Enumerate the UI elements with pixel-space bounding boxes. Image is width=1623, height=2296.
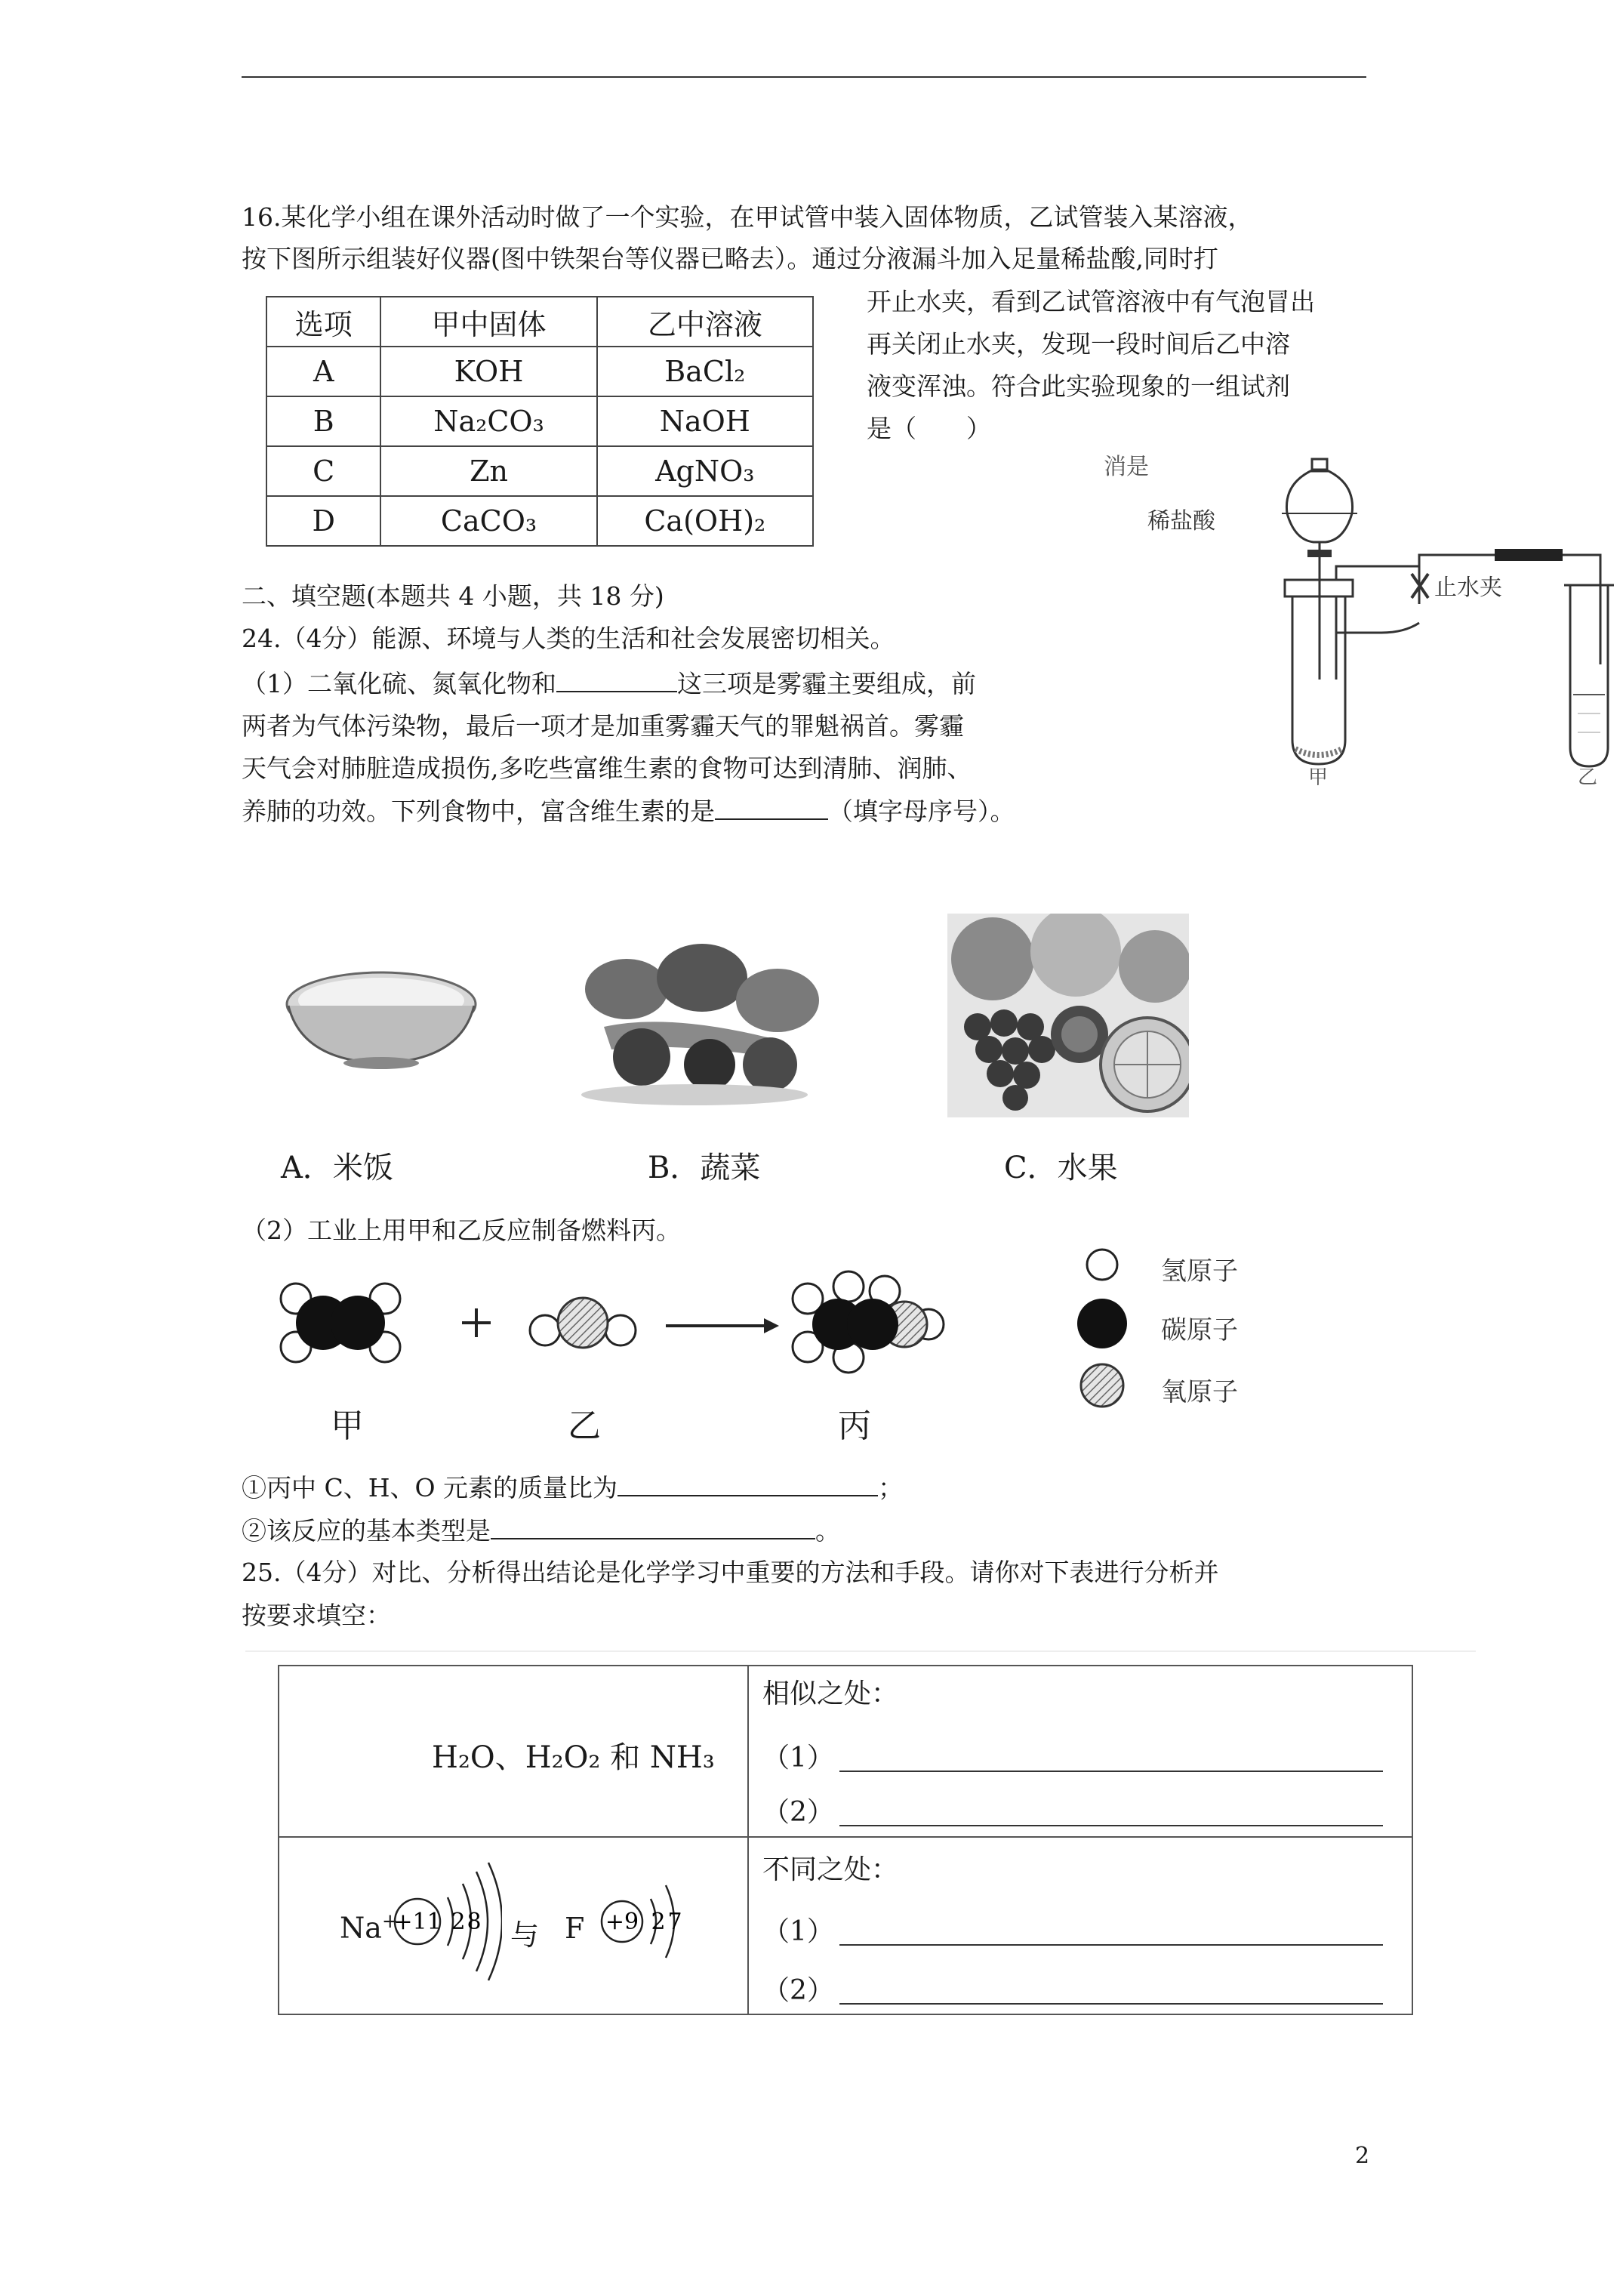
f-label: F (565, 1912, 585, 1945)
table-cell: KOH (380, 347, 596, 396)
comparison-divider-vertical (747, 1665, 749, 2014)
na-label: Na (340, 1911, 382, 1945)
q24-p4 (242, 796, 1015, 827)
header-rule (242, 76, 1366, 78)
legend-oxygen: 氧原子 (1161, 1377, 1238, 1407)
na-shell-2: 8 (467, 1909, 482, 1935)
apparatus-top-label: 消是 (1104, 454, 1149, 480)
molecule-label-yi: 乙 (568, 1407, 601, 1445)
table-cell: AgNO₃ (597, 446, 813, 496)
answer-blank[interactable] (715, 796, 828, 820)
f-nucleus: +9 (605, 1909, 639, 1935)
compounds-label: H₂O、H₂O₂ 和 NH₃ (432, 1740, 715, 1775)
q25-intro1: 25.（4分）对比、分析得出结论是化学学习中重要的方法和手段。请你对下表进行分析并 (242, 1558, 1219, 1587)
answer-blank[interactable] (491, 1515, 815, 1539)
na-charge: + (381, 1910, 399, 1933)
comparison-divider-horizontal (278, 1836, 1412, 1838)
similarity-item-1: （1） (762, 1743, 834, 1774)
differences-title: 不同之处： (762, 1854, 899, 1885)
table-cell: CaCO₃ (380, 496, 596, 546)
molecule-bing (793, 1271, 944, 1373)
food-label-c: C．水果 (1004, 1151, 1118, 1185)
fruits-image (947, 914, 1189, 1117)
atom-legend-swatches (1068, 1242, 1136, 1423)
answer-blank[interactable] (839, 1771, 1383, 1772)
food-label-b: B．蔬菜 (648, 1151, 761, 1185)
f-shell-2: 7 (667, 1909, 682, 1935)
table-cell: C (266, 446, 380, 496)
table-cell: D (266, 496, 380, 546)
q16-line4: 再关闭止水夹，发现一段时间后乙中溶 (867, 329, 1290, 359)
answer-blank[interactable] (617, 1472, 878, 1496)
difference-item-1: （1） (762, 1916, 834, 1947)
table-cell: B (266, 396, 380, 446)
clamp-label: 止水夹 (1434, 575, 1502, 601)
q16-line3: 开止水夹，看到乙试管溶液中有气泡冒出 (867, 287, 1315, 316)
q24-sub2-b: 。 (815, 1516, 840, 1546)
q25-intro2: 按要求填空： (242, 1601, 391, 1630)
oxygen-atom-swatch (1081, 1364, 1123, 1407)
legend-hydrogen: 氢原子 (1161, 1256, 1238, 1287)
answer-blank[interactable] (839, 1825, 1383, 1826)
answer-blank[interactable] (839, 2003, 1383, 2005)
table-row (266, 396, 813, 446)
tube-jia-label: 甲 (1308, 766, 1329, 785)
molecule-yi (530, 1298, 636, 1348)
table-cell: Zn (380, 446, 596, 496)
q16-line5: 液变浑浊。符合此实验现象的一组试剂 (867, 371, 1290, 401)
plus-sign (462, 1308, 491, 1337)
table-header-row (266, 297, 813, 347)
section-title: 二、填空题(本题共 4 小题，共 18 分) (242, 581, 664, 611)
page-number: 2 (1355, 2143, 1370, 2169)
q24-part2: （2）工业上用甲和乙反应制备燃料丙。 (242, 1216, 681, 1245)
q24-p2: 两者为气体污染物，最后一项才是加重雾霾天气的罪魁祸首。雾霾 (242, 711, 964, 741)
f-shell-1: 2 (651, 1909, 666, 1935)
answer-blank[interactable] (556, 668, 677, 692)
table-cell: BaCl₂ (597, 347, 813, 396)
q24-p1 (242, 668, 976, 699)
acid-label: 稀盐酸 (1147, 508, 1215, 535)
q24-sub1-a: ①丙中 C、H、O 元素的质量比为 (242, 1473, 618, 1502)
reaction-arrow (666, 1318, 779, 1333)
f-atom-structure (596, 1861, 694, 1982)
scan-line (245, 1650, 1476, 1652)
table-header: 乙中溶液 (597, 297, 813, 347)
na-shell-1: 2 (451, 1909, 466, 1935)
legend-carbon: 碳原子 (1161, 1315, 1238, 1345)
na-ion-structure (389, 1854, 502, 1989)
table-header: 甲中固体 (380, 297, 596, 347)
apparatus-diagram (1087, 453, 1615, 785)
table-row (266, 446, 813, 496)
table-header: 选项 (266, 297, 380, 347)
table-row (266, 496, 813, 546)
food-label-a: A．米饭 (281, 1151, 393, 1185)
q24-sub1 (242, 1472, 903, 1503)
carbon-atom-swatch (1077, 1299, 1127, 1348)
difference-item-2: （2） (762, 1975, 834, 2006)
tube-yi-label: 乙 (1578, 766, 1598, 785)
molecule-label-jia: 甲 (331, 1407, 364, 1445)
q24-sub2-a: ②该反应的基本类型是 (242, 1516, 491, 1546)
rice-bowl-image (279, 959, 483, 1072)
q16-line1: 16.某化学小组在课外活动时做了一个实验，在甲试管中装入固体物质，乙试管装入某溶液， (242, 202, 1253, 232)
hydrogen-atom-swatch (1087, 1250, 1117, 1280)
vegetables-image (559, 936, 838, 1110)
answer-blank[interactable] (839, 1944, 1383, 1946)
na-nucleus: +11 (393, 1909, 442, 1935)
q24-p4-b: （填字母序号）。 (828, 797, 1015, 826)
connecting-tube (1336, 549, 1600, 664)
reaction-diagram (272, 1268, 951, 1382)
table-cell: Ca(OH)₂ (597, 496, 813, 546)
q16-line2: 按下图所示组装好仪器(图中铁架台等仪器已略去）。通过分液漏斗加入足量稀盐酸,同时打 (242, 244, 1218, 273)
table-cell: Na₂CO₃ (380, 396, 596, 446)
similarities-title: 相似之处： (762, 1678, 899, 1709)
tube-yi (1564, 585, 1614, 766)
q24-sub1-b: ； (878, 1473, 904, 1502)
q24-sub2 (242, 1515, 840, 1546)
q24-p3: 天气会对肺脏造成损伤,多吃些富维生素的食物可达到清肺、润肺、 (242, 754, 972, 783)
table-cell: NaOH (597, 396, 813, 446)
q24-p1-b: 这三项是雾霾主要组成，前 (677, 669, 976, 698)
q24-p4-a: 养肺的功效。下列食物中，富含维生素的是 (242, 797, 715, 826)
yu-label: 与 (510, 1918, 540, 1952)
q24-p1-a: （1）二氧化硫、氮氧化物和 (242, 669, 556, 698)
options-table (266, 296, 814, 547)
molecule-jia (281, 1284, 400, 1362)
table-row (266, 347, 813, 396)
q16-line6: 是（ ） (867, 414, 991, 443)
similarity-item-2: （2） (762, 1797, 834, 1828)
q24-intro: 24.（4分）能源、环境与人类的生活和社会发展密切相关。 (242, 624, 895, 653)
molecule-label-bing: 丙 (838, 1407, 871, 1445)
table-cell: A (266, 347, 380, 396)
